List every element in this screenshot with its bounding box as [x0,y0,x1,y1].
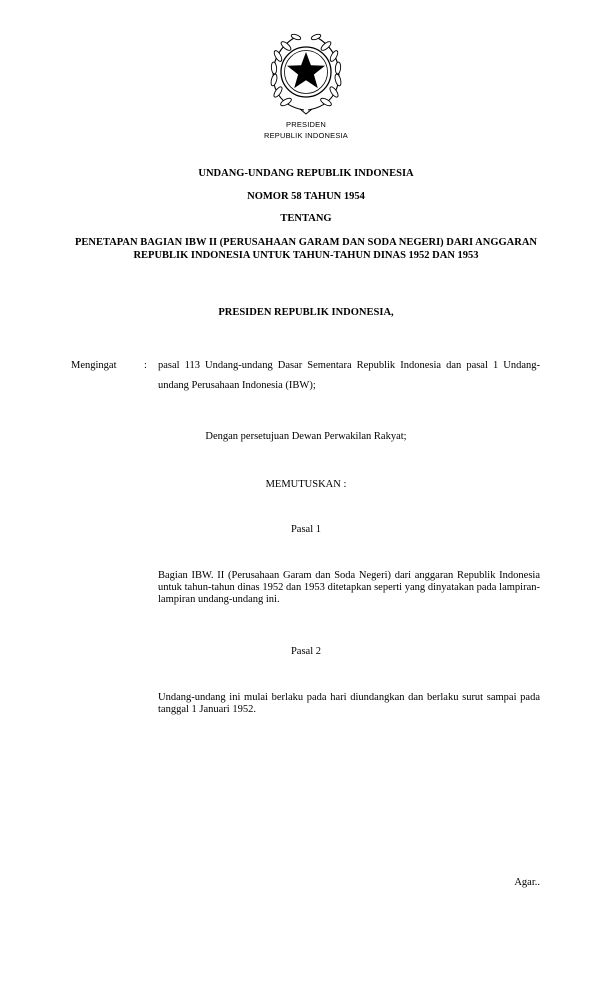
mengingat-label: Mengingat [71,360,117,371]
pasal-2-text: Undang-undang ini mulai berlaku pada hari diundangkan dan berlaku surut sampai pada tanggal 1 Januari 1952. [158,692,540,715]
doc-title-line1: UNDANG-UNDANG REPUBLIK INDONESIA [198,168,414,179]
memutuskan-heading: MEMUTUSKAN : [265,479,347,490]
continuation-text: Agar.. [514,877,540,888]
pasal-2-heading: Pasal 2 [290,646,322,657]
mengingat-colon: : [144,360,147,371]
mengingat-text: pasal 113 Undang-undang Dasar Sementara Republik Indonesia dan pasal 1 Undang-undang Perusahaan Indonesia (IBW); [158,360,540,391]
doc-title-tentang: TENTANG [280,213,332,224]
pasal-1-heading: Pasal 1 [290,524,322,535]
doc-title-number: NOMOR 58 TAHUN 1954 [247,191,365,202]
persetujuan-text: Dengan persetujuan Dewan Perwakilan Rakyat; [205,431,407,442]
garuda-emblem-icon [264,30,348,116]
president-heading: PRESIDEN REPUBLIK INDONESIA, [218,307,394,318]
pasal-1-text: Bagian IBW. II (Perusahaan Garam dan Soda Negeri) dari anggaran Republik Indonesia untuk tahun-tahun dinas 1952 dan 1953 ditetapkan seperti yang dinyatakan pada lampiran-lampiran undang-undang ini. [158,570,540,605]
doc-title-subject: PENETAPAN BAGIAN IBW II (PERUSAHAAN GARAM DAN SODA NEGERI) DARI ANGGARAN REPUBLIK INDONESIA UNTUK TAHUN-TAHUN DINAS 1952 DAN 1953 [74,237,538,261]
emblem-caption-line2: REPUBLIK INDONESIA [263,131,349,140]
emblem-caption-line1: PRESIDEN [286,120,326,129]
